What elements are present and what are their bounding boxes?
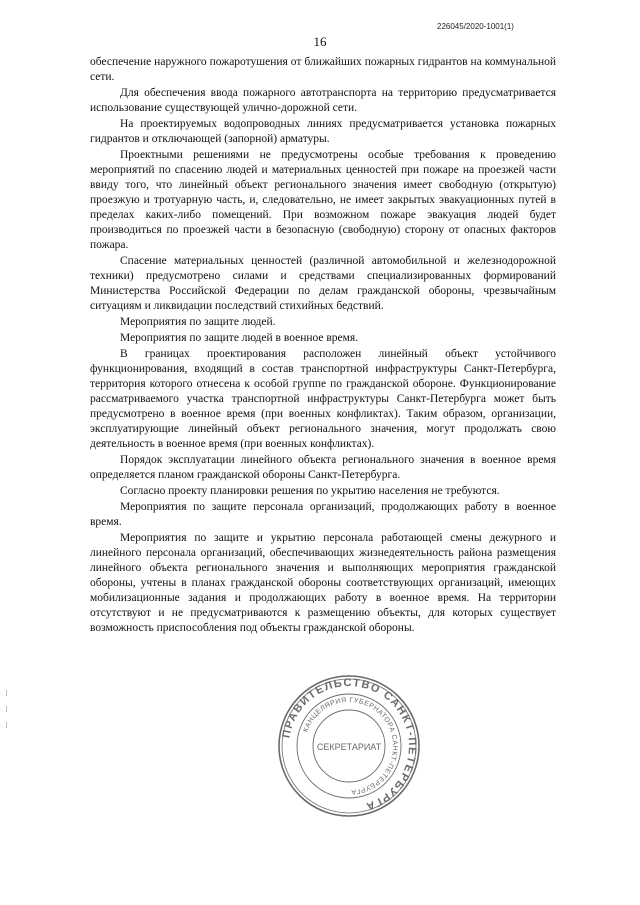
section-heading: Мероприятия по защите персонала организаций, продолжающих работу в военное время. [90,501,556,528]
paragraph: обеспечение наружного пожаротушения от ближайших пожарных гидрантов на коммунальной сети. [90,56,556,83]
paragraph: Спасение материальных ценностей (различной автомобильной и железнодорожной техники) предусмотрено силами и средствами специализированных формирований Министерства Российской Федерации по делам гражданской обороны, чрезвычайным ситуациям и ликвидации последствий стихийных бедствий. [90,255,556,312]
scan-edge-mark [6,722,7,728]
paragraph: Мероприятия по защите и укрытию персонала работающей смены дежурного и линейного персонала организаций, обеспечивающих жизнедеятельность района размещения линейного объекта регионального значения и выполняющих мероприятия гражданской обороны, учтены в планах гражданской обороны соответствующих организаций, имеющих мобилизационные задания и продолжающих работу в военное время. На территории отсутствуют и не предусматриваются к размещению объекты, для которых существует возможность приспособления под объекты гражданской обороны. [90,532,556,634]
paragraph: В границах проектирования расположен линейный объект устойчивого функционирования, входящий в состав транспортной инфраструктуры Санкт-Петербурга, территория которого отнесена к особой группе по гражданской обороне. Функционирование рассматриваемого участка транспортной инфраструктуры Санкт-Петербурга может быть предусмотрено в военное время (при военных конфликтах). Таким образом, организации, эксплуатирующие линейный объект регионального значения, могут продолжать свою деятельность в военное время (при военных конфликтах). [90,348,556,450]
page-number: 16 [313,34,327,49]
scan-edge-mark [6,690,7,696]
seal-outer-text: ПРАВИТЕЛЬСТВО САНКТ-ПЕТЕРБУРГА [280,676,419,813]
section-heading: Мероприятия по защите людей. [120,316,276,328]
paragraph: На проектируемых водопроводных линиях предусматривается установка пожарных гидрантов и отключающей (запорной) арматуры. [90,118,556,145]
paragraph: Для обеспечения ввода пожарного автотранспорта на территорию предусматривается использование существующей улично-дорожной сети. [90,87,556,114]
seal-inner-text: КАНЦЕЛЯРИЯ ГУБЕРНАТОРА САНКТ-ПЕТЕРБУРГА [302,696,399,796]
paragraph: Порядок эксплуатации линейного объекта регионального значения в военное время определяется планом гражданской обороны Санкт-Петербурга. [90,454,556,481]
official-seal [275,672,423,820]
seal-center-text: СЕКРЕТАРИАТ [316,742,382,752]
section-heading: Мероприятия по защите людей в военное время. [120,332,359,344]
paragraph: Согласно проекту планировки решения по укрытию населения не требуются. [120,485,500,497]
document-body [90,55,556,637]
document-id: 226045/2020-1001(1) [437,22,514,31]
paragraph: Проектными решениями не предусмотрены особые требования к проведению мероприятий по спасению людей и материальных ценностей при пожаре на проезжей части ввиду того, что линейный объект регионального значения имеет свободную (открытую) проезжую и тротуарную часть, и, следовательно, не имеет закрытых эвакуационных путей в пределах каких-либо помещений. При возможном пожаре эвакуация людей будет производиться по проезжей части в безопасную (свободную) сторону от опасных факторов пожара. [90,149,556,251]
scan-edge-mark [6,706,7,712]
